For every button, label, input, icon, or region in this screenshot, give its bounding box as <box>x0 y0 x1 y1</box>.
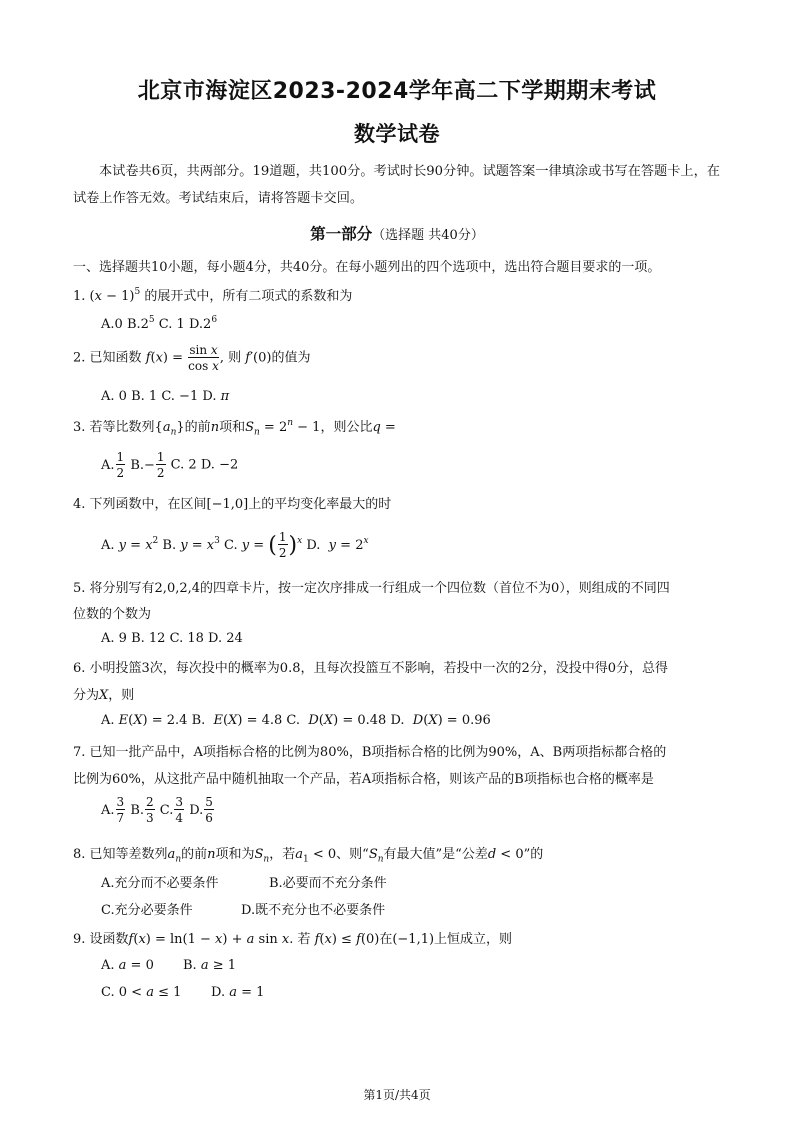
q2-options <box>101 389 229 404</box>
q7-option-d: D. $\frac{5}{6}$ <box>189 795 213 825</box>
q2-option-a: A. 0 <box>101 389 127 404</box>
q2-stem-tail: 的值为 <box>271 350 311 366</box>
q4-option-b: B. $y = x^3$ <box>162 535 220 553</box>
q6-option-c: C. D(X) = 0.48 <box>286 713 387 728</box>
question-7-line2: 比例为60%，从这批产品中随机抽取一个产品，若A项指标合格，则该产品的B项指标也合格的概率是 <box>73 772 654 787</box>
q8-option-a: A.充分而不必要条件 <box>101 876 219 891</box>
q6-option-d: D. D(X) = 0.96 <box>390 713 491 728</box>
q2-stem: 2. 已知函数 <box>73 350 142 366</box>
q4-option-c: C. y = ( $\frac{1}{2}$ )$^x$ <box>223 530 303 560</box>
question-4: 4. 下列函数中，在区间[−1,0]上的平均变化率最大的时 <box>73 497 392 512</box>
question-1: 1. $(x - 1)^5$ 的展开式中，所有二项式的系数和为 <box>73 287 353 304</box>
exam-subtitle: 数学试卷 <box>354 122 440 146</box>
q3-stem-tail: ，则公比 <box>320 420 373 435</box>
q7-option-c: C. $\frac{3}{4}$ <box>159 795 184 825</box>
q3-option-d: D. −2 <box>200 457 239 473</box>
q8-option-d: D.既不充分也不必要条件 <box>241 903 386 918</box>
question-2: 2. 已知函数 f(x) = $\frac{\text{sin x}}{\text{cos x}}$ , 则 f′(0)的值为 <box>73 343 311 373</box>
q1-option-b: $B.2^5$ <box>126 315 155 332</box>
part-heading <box>0 222 794 244</box>
q8-options-row2 <box>101 899 385 918</box>
q4-option-a: A. $y = x^2$ <box>101 535 159 553</box>
q2-option-d: D. π <box>202 389 230 404</box>
q8-option-c: C.充分必要条件 <box>101 903 193 918</box>
q7-options <box>101 796 215 824</box>
part-note: （选择题 共40分） <box>372 228 484 243</box>
q4-stem-tail: 上的平均变化率最大的时 <box>248 497 392 512</box>
q5-option-d: D. 24 <box>208 631 243 646</box>
q1-stem: 的展开式中，所有二项式的系数和为 <box>144 289 353 304</box>
q2-option-c: C. −1 <box>161 389 199 404</box>
question-6-line1: 6. 小明投篮3次，每次投中的概率为0.8，且每次投篮互不影响，若投中一次的2分，没投中得0分，总得 <box>73 661 669 676</box>
q5-options <box>101 631 243 646</box>
q9-options-row1 <box>101 958 236 973</box>
q8-options-row1 <box>101 872 387 891</box>
q3-stem-mid: 的前 <box>184 420 211 435</box>
q7-option-b: B. $\frac{2}{3}$ <box>130 795 154 825</box>
q3-stem: 3. 若等比数列 <box>73 420 155 435</box>
q4-option-d: D. $y = 2^x$ <box>306 535 369 553</box>
q5-option-c: C. 18 <box>169 631 204 646</box>
q1-options <box>101 317 217 332</box>
exam-title: 北京市海淀区2023-2024学年高二下学期期末考试 <box>137 79 657 104</box>
q7-option-a: A. $\frac{3}{7}$ <box>101 795 125 825</box>
question-5-line2: 位数的个数为 <box>73 607 152 622</box>
q4-stem: 4. 下列函数中，在区间 <box>73 497 207 512</box>
q1-option-a: A.0 <box>101 317 123 332</box>
q6-options <box>101 713 491 728</box>
question-3: 3. 若等比数列$\{a_n\}$的前n项和$S_n = 2^n - 1$，则公比q = <box>73 418 396 438</box>
q3-stem-mid2: 项和 <box>219 420 246 435</box>
q2-option-b: B. 1 <box>131 389 158 404</box>
page-footer: 第1页/共4页 <box>363 1088 431 1102</box>
q5-option-a: A. 9 <box>101 631 127 646</box>
q8-option-b: B.必要而不充分条件 <box>269 876 387 891</box>
q5-option-b: B. 12 <box>131 631 166 646</box>
q9-option-b: B. a ≥ 1 <box>183 958 237 973</box>
q2-fraction: $\frac{\text{sin x}}{\text{cos x}}$ <box>188 343 219 373</box>
q3-option-c: C. 2 <box>170 457 197 473</box>
q3-option-b: B.− $\frac{1}{2}$ <box>130 450 165 480</box>
question-6-line2: 分为X，则 <box>73 688 135 703</box>
question-7-line1: 7. 已知一批产品中，A项指标合格的比例为80%，B项指标合格的比例为90%，A、B两项指标都合格的 <box>73 745 667 760</box>
question-8: 8. 已知等差数列$a_n$的前n项和为$S_n$，若$a_1 < 0$、则“$S_n$有最大值”是“公差d < 0”的 <box>73 847 544 865</box>
q4-options <box>101 531 369 559</box>
q9-option-d: D. a = 1 <box>211 985 265 1000</box>
q1-option-c: C. 1 <box>158 317 185 332</box>
q9-option-a: A. a = 0 <box>101 958 154 973</box>
q6-option-a: A. E(X) = 2.4 <box>101 713 188 728</box>
q1-option-d: $D.2^6$ <box>188 315 218 332</box>
exam-instructions: 本试卷共6页，共两部分。19道题，共100分。考试时长90分钟。试题答案一律填涂或书写在答题卡上，在试卷上作答无效。考试结束后，请将答题卡交回。 <box>73 164 720 206</box>
question-5-line1: 5. 将分别写有2,0,2,4的四章卡片，按一定次序排成一行组成一个四位数（首位不为0），则组成的不同四 <box>73 581 670 596</box>
q3-option-a: A. $\frac{1}{2}$ <box>101 450 125 480</box>
q6-option-b: B. E(X) = 4.8 <box>191 713 283 728</box>
q9-option-c: C. 0 < a ≤ 1 <box>101 985 182 1000</box>
q3-options <box>101 451 238 479</box>
section-heading: 一、选择题共10小题，每小题4分，共40分。在每小题列出的四个选项中，选出符合题目要求的一项。 <box>73 260 661 275</box>
q9-options-row2 <box>101 985 264 1000</box>
part-title: 第一部分 <box>310 225 373 243</box>
question-9: 9. 设函数f(x) = ln(1 − x) + a sin x. 若 f(x) ≤ f(0)在(−1,1)上恒成立，则 <box>73 932 513 947</box>
